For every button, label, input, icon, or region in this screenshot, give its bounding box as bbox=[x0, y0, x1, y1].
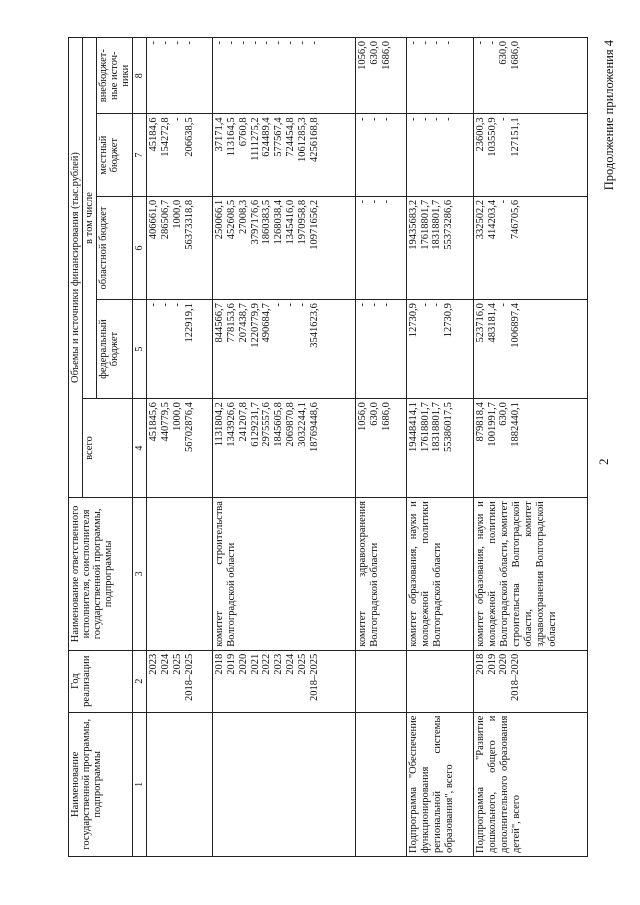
cell-value: 2069870,8 bbox=[285, 402, 297, 447]
cell-value: 2018–2025 bbox=[183, 653, 195, 701]
table-row bbox=[406, 38, 473, 857]
cell-value: 2019 bbox=[225, 653, 237, 675]
cell-value: 1220779,9 bbox=[249, 303, 261, 348]
cell-value: 2018 bbox=[213, 653, 225, 675]
cell-value: 1860383,5 bbox=[261, 199, 273, 245]
cell-value: - bbox=[419, 303, 431, 307]
year-cell bbox=[406, 650, 473, 712]
header-including: в том числе bbox=[83, 38, 97, 399]
cell-value: 286506,7 bbox=[159, 199, 171, 240]
cell-value: 154272,8 bbox=[159, 117, 171, 157]
table-body bbox=[147, 38, 588, 857]
cell-value: - bbox=[369, 117, 381, 121]
cell-value: - bbox=[474, 41, 486, 45]
cell-value: 1061285,3 bbox=[296, 117, 308, 163]
cell-value: - bbox=[273, 303, 285, 307]
cell-value: 2020 bbox=[237, 653, 249, 675]
cell-value: - bbox=[237, 41, 249, 45]
cell-value: 1111275,2 bbox=[249, 117, 261, 161]
cell-value: 3797176,6 bbox=[249, 199, 261, 245]
total-cell bbox=[212, 399, 355, 498]
cell-value: 577567,4 bbox=[273, 117, 285, 157]
federal-cell bbox=[356, 300, 406, 399]
page-number: 2 bbox=[596, 458, 611, 465]
local-cell bbox=[147, 114, 213, 197]
cell-value: 2018 bbox=[474, 653, 486, 675]
cell-value: - bbox=[419, 41, 431, 45]
cell-value: - bbox=[148, 41, 160, 45]
cell-value: 17618801,7 bbox=[419, 199, 431, 250]
cell-value: - bbox=[431, 117, 443, 121]
cell-value: 19435683,2 bbox=[407, 199, 419, 250]
cell-value: 630,0 bbox=[369, 402, 381, 426]
executor-name: комитет строительства Волгоградской области bbox=[212, 498, 355, 651]
cell-value: - bbox=[357, 199, 369, 204]
executor-name: комитет образования, науки и молодежной политики Волгоградской области bbox=[406, 498, 473, 651]
regional-cell bbox=[406, 196, 473, 299]
local-cell bbox=[212, 114, 355, 197]
cell-value: - bbox=[308, 41, 320, 45]
cell-value: 2024 bbox=[159, 653, 171, 675]
cell-value: 2021 bbox=[249, 653, 261, 675]
col-number: 8 bbox=[133, 38, 147, 114]
header-year: Год реализации bbox=[69, 650, 133, 712]
cell-value: - bbox=[431, 41, 443, 45]
continuation-label: Продолжение приложения 4 bbox=[602, 40, 616, 191]
cell-value: 451845,6 bbox=[148, 402, 160, 442]
cell-value: 3032244,1 bbox=[296, 402, 308, 447]
cell-value: - bbox=[407, 41, 419, 45]
cell-value: - bbox=[273, 41, 285, 45]
total-cell bbox=[406, 399, 473, 498]
cell-value: 127151,1 bbox=[510, 117, 522, 157]
cell-value: - bbox=[443, 117, 455, 121]
year-cell bbox=[356, 650, 406, 712]
cell-value: 452608,5 bbox=[225, 199, 237, 240]
cell-value: 624489,4 bbox=[261, 117, 273, 157]
cell-value: - bbox=[381, 117, 393, 121]
cell-value: 778153,6 bbox=[225, 303, 237, 343]
cell-value: 12730,9 bbox=[443, 303, 455, 338]
cell-value: - bbox=[171, 303, 183, 307]
cell-value: - bbox=[159, 41, 171, 45]
header-financing-group: Объемы и источники финансирования (тыс.рублей) bbox=[69, 38, 83, 498]
extrabudget-cell bbox=[473, 38, 587, 114]
cell-value: 18318801,7 bbox=[431, 402, 443, 452]
header-federal: федеральный бюджет bbox=[97, 300, 133, 399]
cell-value: 746705,6 bbox=[510, 199, 522, 240]
col-number: 3 bbox=[133, 498, 147, 651]
col-number: 2 bbox=[133, 650, 147, 712]
cell-value: 879818,4 bbox=[474, 402, 486, 442]
federal-cell bbox=[147, 300, 213, 399]
cell-value: - bbox=[407, 117, 419, 121]
executor-name: комитет образования, науки и молодежной политики Волгоградской области, комитет строительства Волгоградской области, комитет здравоохранения Волгоградской области bbox=[473, 498, 587, 651]
cell-value: - bbox=[171, 117, 183, 121]
cell-value: 103550,9 bbox=[486, 117, 498, 157]
cell-value: 414203,4 bbox=[486, 199, 498, 240]
cell-value: 2975557,6 bbox=[261, 402, 273, 447]
regional-cell bbox=[356, 196, 406, 299]
cell-value: 2023 bbox=[148, 653, 160, 675]
cell-value: - bbox=[431, 303, 443, 307]
cell-value: 2019 bbox=[486, 653, 498, 675]
col-number: 5 bbox=[133, 300, 147, 399]
federal-cell bbox=[406, 300, 473, 399]
cell-value: 844566,7 bbox=[213, 303, 225, 343]
cell-value: - bbox=[357, 303, 369, 307]
cell-value: - bbox=[381, 199, 393, 204]
regional-cell bbox=[212, 196, 355, 299]
program-name bbox=[356, 712, 406, 856]
executor-name: комитет здравоохранения Волгоградской области bbox=[356, 498, 406, 651]
cell-value: 1845605,8 bbox=[273, 402, 285, 447]
cell-value: 406661,0 bbox=[148, 199, 160, 240]
cell-value: 45184,6 bbox=[148, 117, 160, 152]
cell-value: 2023 bbox=[273, 653, 285, 675]
cell-value: - bbox=[498, 303, 510, 307]
cell-value: 1000,0 bbox=[171, 199, 183, 229]
cell-value: - bbox=[213, 41, 225, 45]
cell-value: 241207,8 bbox=[237, 402, 249, 442]
total-cell bbox=[356, 399, 406, 498]
cell-value: 490684,7 bbox=[261, 303, 273, 343]
col-number: 7 bbox=[133, 114, 147, 197]
cell-value: 1882440,1 bbox=[510, 402, 522, 447]
cell-value: - bbox=[148, 303, 160, 307]
cell-value: 6760,8 bbox=[237, 117, 249, 147]
year-cell bbox=[212, 650, 355, 712]
cell-value: 10971656,2 bbox=[308, 199, 320, 250]
year-cell bbox=[147, 650, 213, 712]
cell-value: - bbox=[159, 303, 171, 307]
cell-value: 27008,3 bbox=[237, 199, 249, 235]
header-program: Наименование государственной программы, подпрограммы bbox=[69, 712, 133, 856]
cell-value: - bbox=[357, 117, 369, 121]
cell-value: 1056,0 bbox=[357, 402, 369, 431]
cell-value: 1001991,7 bbox=[486, 402, 498, 447]
cell-value: 37171,4 bbox=[213, 117, 225, 152]
cell-value: 19448414,1 bbox=[407, 402, 419, 452]
total-cell bbox=[147, 399, 213, 498]
extrabudget-cell bbox=[212, 38, 355, 114]
cell-value: 2018–2025 bbox=[308, 653, 320, 701]
header-total: всего bbox=[83, 399, 133, 498]
regional-cell bbox=[147, 196, 213, 299]
cell-value: 630,0 bbox=[369, 41, 381, 65]
cell-value: 1006897,4 bbox=[510, 303, 522, 348]
federal-cell bbox=[212, 300, 355, 399]
cell-value: 6129231,7 bbox=[249, 402, 261, 447]
cell-value: - bbox=[171, 41, 183, 45]
local-cell bbox=[406, 114, 473, 197]
cell-value: - bbox=[369, 303, 381, 307]
table-row bbox=[356, 38, 406, 857]
cell-value: - bbox=[225, 41, 237, 45]
cell-value: 206638,5 bbox=[183, 117, 195, 157]
local-cell bbox=[356, 114, 406, 197]
cell-value: - bbox=[486, 41, 498, 45]
cell-value: 1686,0 bbox=[381, 402, 393, 431]
cell-value: 113164,5 bbox=[225, 117, 237, 157]
cell-value: - bbox=[369, 199, 381, 204]
cell-value: 12730,9 bbox=[407, 303, 419, 338]
cell-value: 1131804,2 bbox=[213, 402, 225, 447]
program-name: Подпрограмма "Развитие дошкольного, общего и дополнительного образования детей", всего bbox=[473, 712, 587, 856]
local-cell bbox=[473, 114, 587, 197]
cell-value: - bbox=[296, 41, 308, 45]
cell-value: 56702876,4 bbox=[183, 402, 195, 452]
table-row bbox=[473, 38, 587, 857]
extrabudget-cell bbox=[406, 38, 473, 114]
cell-value: 2018–2020 bbox=[510, 653, 522, 701]
cell-value: 1268038,4 bbox=[273, 199, 285, 245]
extrabudget-cell bbox=[147, 38, 213, 114]
cell-value: 1000,0 bbox=[171, 402, 183, 431]
cell-value: 724454,8 bbox=[285, 117, 297, 157]
cell-value: - bbox=[249, 41, 261, 45]
cell-value: 17618801,7 bbox=[419, 402, 431, 452]
cell-value: 332502,2 bbox=[474, 199, 486, 240]
cell-value: 122919,1 bbox=[183, 303, 195, 343]
cell-value: 523716,0 bbox=[474, 303, 486, 343]
program-name bbox=[212, 712, 355, 856]
cell-value: - bbox=[419, 117, 431, 121]
header-local: местный бюджет bbox=[97, 114, 133, 197]
cell-value: 3541623,6 bbox=[308, 303, 320, 348]
regional-cell bbox=[473, 196, 587, 299]
cell-value: 55386017,5 bbox=[443, 402, 455, 452]
cell-value: 2025 bbox=[171, 653, 183, 675]
year-cell bbox=[473, 650, 587, 712]
cell-value: 1686,0 bbox=[381, 41, 393, 70]
header-extrabudget: внебюджет-ные источ-ники bbox=[97, 38, 133, 114]
extrabudget-cell bbox=[356, 38, 406, 114]
cell-value: - bbox=[285, 303, 297, 307]
col-number: 1 bbox=[133, 712, 147, 856]
cell-value: 207438,7 bbox=[237, 303, 249, 343]
cell-value: - bbox=[381, 303, 393, 307]
cell-value: - bbox=[285, 41, 297, 45]
cell-value: 1970958,8 bbox=[296, 199, 308, 245]
cell-value: 630,0 bbox=[498, 41, 510, 65]
cell-value: - bbox=[261, 41, 273, 45]
cell-value: 2022 bbox=[261, 653, 273, 675]
cell-value: 18769448,6 bbox=[308, 402, 320, 452]
cell-value: - bbox=[498, 117, 510, 121]
program-name bbox=[147, 712, 213, 856]
financing-table bbox=[68, 37, 588, 857]
col-number: 4 bbox=[133, 399, 147, 498]
cell-value: 1343926,6 bbox=[225, 402, 237, 447]
cell-value: 18318801,7 bbox=[431, 199, 443, 250]
total-cell bbox=[473, 399, 587, 498]
header-executor: Наименование ответственного исполнителя, соисполнителя государственной программы, подпрограммы bbox=[69, 498, 133, 651]
cell-value: 2024 bbox=[285, 653, 297, 675]
cell-value: - bbox=[183, 41, 195, 45]
program-name: Подпрограмма "Обеспечение функционирования региональной системы образования", всего bbox=[406, 712, 473, 856]
col-number: 6 bbox=[133, 196, 147, 299]
cell-value: 1686,0 bbox=[510, 41, 522, 70]
executor-name bbox=[147, 498, 213, 651]
cell-value: 55373286,6 bbox=[443, 199, 455, 250]
cell-value: - bbox=[296, 303, 308, 307]
cell-value: 250066,1 bbox=[213, 199, 225, 240]
cell-value: 1345416,0 bbox=[285, 199, 297, 245]
cell-value: 483181,4 bbox=[486, 303, 498, 343]
cell-value: 1056,0 bbox=[357, 41, 369, 70]
federal-cell bbox=[473, 300, 587, 399]
cell-value: 2020 bbox=[498, 653, 510, 675]
cell-value: 4256168,8 bbox=[308, 117, 320, 163]
table-row bbox=[147, 38, 213, 857]
cell-value: - bbox=[498, 199, 510, 204]
cell-value: 23600,3 bbox=[474, 117, 486, 152]
header-regional: областной бюджет bbox=[97, 196, 133, 299]
cell-value: 56373318,8 bbox=[183, 199, 195, 250]
cell-value: 630,0 bbox=[498, 402, 510, 426]
cell-value: - bbox=[443, 41, 455, 45]
cell-value: 2025 bbox=[296, 653, 308, 675]
cell-value: 440779,5 bbox=[159, 402, 171, 442]
table-row bbox=[212, 38, 355, 857]
